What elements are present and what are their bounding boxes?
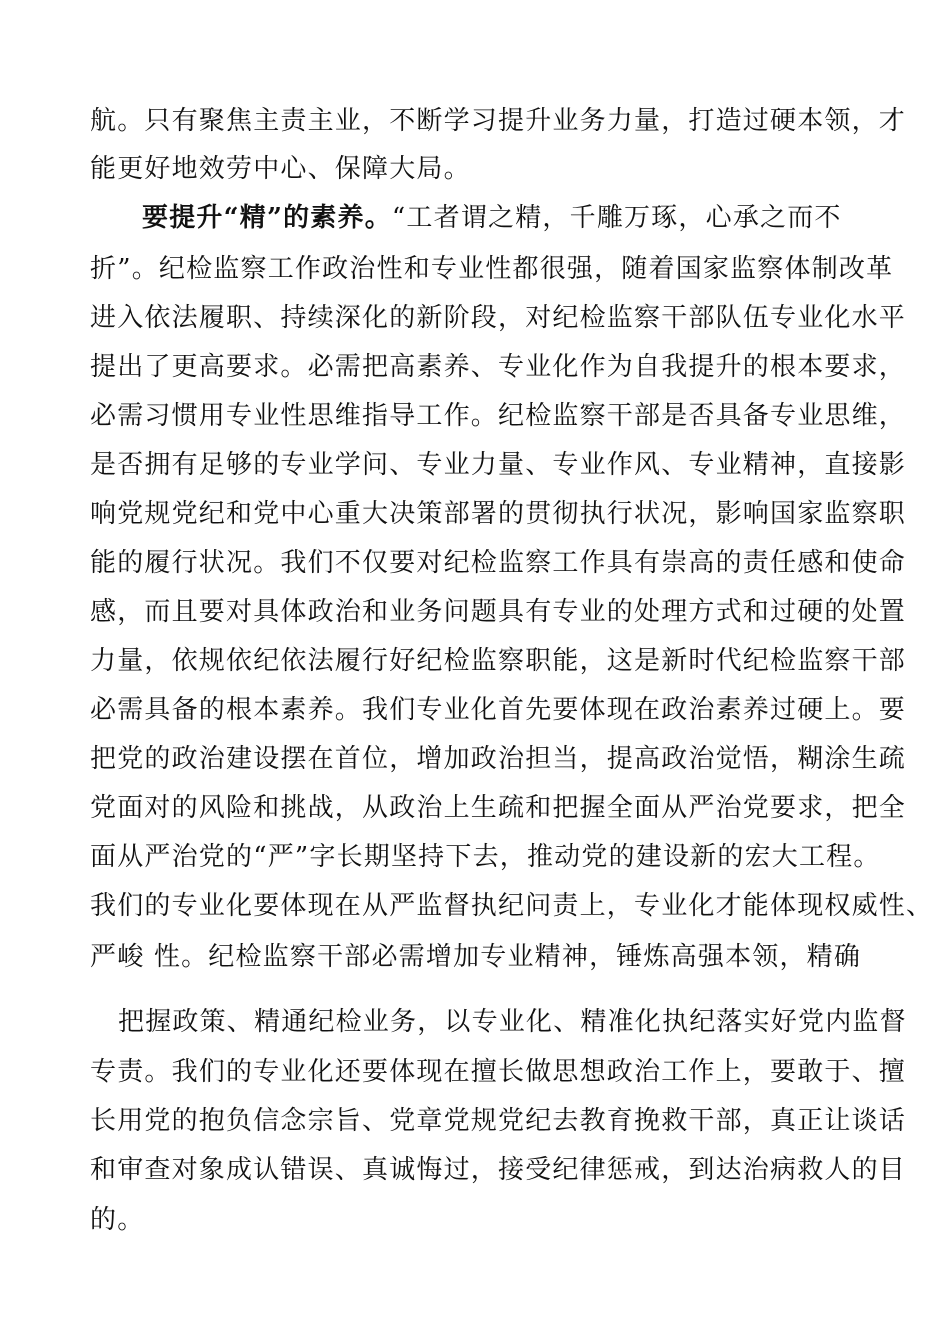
- text-line: 提出了更高要求。必需把高素养、专业化作为自我提升的根本要求，: [90, 352, 907, 382]
- text-line: 党面对的风险和挑战，从政治上生疏和把握全面从严治党要求，把全: [90, 793, 907, 823]
- text-line: 进入依法履职、持续深化的新阶段，对纪检监察干部队伍专业化水平: [90, 303, 907, 333]
- text-line: 严峻 性。纪检监察干部必需增加专业精神，锤炼高强本领，精确: [90, 942, 862, 972]
- text-line: 专责。我们的专业化还要体现在擅长做思想政治工作上，要敢于、擅: [90, 1057, 907, 1087]
- text-line: 能的履行状况。我们不仅要对纪检监察工作具有崇高的责任感和使命: [90, 548, 907, 578]
- text-line: 力量，依规依纪依法履行好纪检监察职能，这是新时代纪检监察干部: [90, 646, 907, 676]
- text-line: 把党的政治建设摆在首位，增加政治担当，提高政治觉悟，糊涂生疏: [90, 744, 907, 774]
- text-line: 的。: [90, 1205, 145, 1235]
- text-line: 面从严治党的“严”字长期坚持下去，推动党的建设新的宏大工程。: [90, 842, 881, 872]
- text-line: 响党规党纪和党中心重大决策部署的贯彻执行状况，影响国家监察职: [90, 499, 907, 529]
- text-line: 必需习惯用专业性思维指导工作。纪检监察干部是否具备专业思维，: [90, 401, 907, 431]
- text-line: 能更好地效劳中心、保障大局。: [90, 154, 471, 184]
- text-line: 折”。纪检监察工作政治性和专业性都很强，随着国家监察体制改革: [90, 254, 894, 284]
- text-line: 感，而且要对具体政治和业务问题具有专业的处理方式和过硬的处置: [90, 597, 907, 627]
- paragraph-first-line: [142, 198, 842, 238]
- section-heading: 要提升“精”的素养。: [142, 203, 392, 233]
- text-line: 把握政策、精通纪检业务，以专业化、精准化执纪落实好党内监督: [118, 1007, 907, 1037]
- text-line: 我们的专业化要体现在从严监督执纪问责上，专业化才能体现权威性、: [90, 891, 934, 921]
- text-line: 和审查对象成认错误、真诚悔过，接受纪律惩戒，到达治病救人的目: [90, 1155, 907, 1185]
- text-line: “工者谓之精，千雕万琢，心承之而不: [391, 203, 842, 233]
- text-line: 航。只有聚焦主责主业，不断学习提升业务力量，打造过硬本领，才: [90, 106, 907, 136]
- text-line: 是否拥有足够的专业学问、专业力量、专业作风、专业精神，直接影: [90, 450, 907, 480]
- text-line: 必需具备的根本素养。我们专业化首先要体现在政治素养过硬上。要: [90, 695, 907, 725]
- text-line: 长用党的抱负信念宗旨、党章党规党纪去教育挽救干部，真正让谈话: [90, 1106, 907, 1136]
